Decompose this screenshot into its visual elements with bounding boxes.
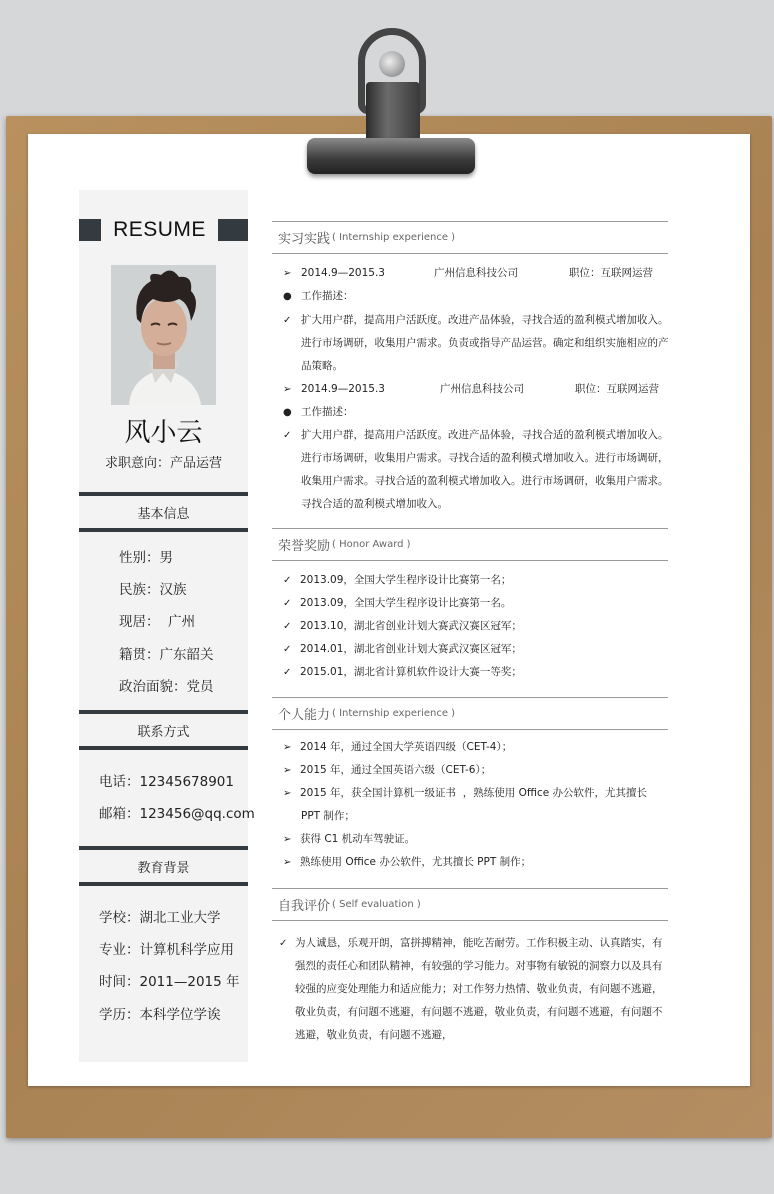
entry-1-role: 职位：互联网运营 bbox=[569, 267, 653, 279]
avatar bbox=[111, 265, 216, 405]
basic-residence: 现居： 广州 bbox=[119, 614, 196, 630]
entry-2-line-4: 寻找合适的盈利模式增加收入。 bbox=[301, 498, 448, 510]
basic-gender: 性别：男 bbox=[119, 550, 173, 566]
ability-item bbox=[283, 763, 491, 778]
entry-2-line-3: 收集用户需求。寻找合适的盈利模式增加收入。进行市场调研，收集用户需求。 bbox=[301, 475, 669, 487]
honor-item bbox=[283, 573, 511, 588]
heading-block-right bbox=[218, 219, 248, 241]
ability-title-en: ( Internship experience ) bbox=[332, 708, 456, 719]
contact-phone: 电话：12345678901 bbox=[99, 774, 234, 790]
ability-item bbox=[283, 855, 531, 870]
dot-icon: ● bbox=[283, 291, 292, 302]
internship-header bbox=[272, 221, 668, 254]
self-eval-line-1: 为人诚恳，乐观开朗，富拼搏精神，能吃苦耐劳。工作积极主动、认真踏实，有 bbox=[295, 937, 663, 949]
entry-1-company: 广州信息科技公司 bbox=[434, 267, 518, 279]
check-icon: ✓ bbox=[283, 430, 292, 441]
arrow-icon: ➢ bbox=[283, 834, 292, 845]
internship-entry-1-header bbox=[283, 266, 300, 281]
self-eval-row bbox=[279, 936, 296, 951]
ability-item-text: 2015 年，通过全国英语六级（CET-6）； bbox=[300, 764, 492, 776]
entry-2-role: 职位：互联网运营 bbox=[575, 383, 659, 395]
check-icon: ✓ bbox=[283, 644, 292, 655]
entry-1-line-2: 进行市场调研，收集用户需求。负责或指导产品运营。确定和组织实施相应的产 bbox=[301, 337, 669, 349]
self-eval-title: 自我评价 bbox=[278, 899, 331, 914]
arrow-icon: ➢ bbox=[283, 384, 292, 395]
ability-title: 个人能力 bbox=[278, 708, 331, 723]
entry-1-line-1: 扩大用户群，提高用户活跃度。改进产品体验，寻找合适的盈利模式增加收入。 bbox=[301, 314, 669, 326]
edu-degree: 学历：本科学位学诶 bbox=[99, 1007, 221, 1023]
resume-heading bbox=[79, 218, 248, 242]
basic-info-title: 基本信息 bbox=[137, 506, 190, 522]
check-icon: ✓ bbox=[283, 315, 292, 326]
ability-item-text: 2014 年，通过全国大学英语四级（CET-4）； bbox=[300, 741, 513, 753]
self-eval-header bbox=[272, 888, 668, 921]
basic-info-header bbox=[79, 492, 248, 532]
ability-item bbox=[283, 832, 415, 847]
edu-period: 时间：2011—2015 年 bbox=[99, 974, 240, 990]
honor-item bbox=[283, 596, 511, 611]
honor-item-text: 2015.01，湖北省计算机软件设计大赛一等奖； bbox=[300, 666, 522, 678]
basic-political: 政治面貌：党员 bbox=[119, 679, 214, 695]
entry-1-desc-row bbox=[283, 289, 300, 304]
arrow-icon: ➢ bbox=[283, 742, 292, 753]
arrow-icon: ➢ bbox=[283, 765, 292, 776]
internship-title: 实习实践 bbox=[278, 232, 331, 247]
entry-2-desc-label: 工作描述： bbox=[301, 406, 354, 418]
honor-header bbox=[272, 528, 668, 561]
ability-item-continuation: PPT 制作； bbox=[301, 810, 355, 822]
check-icon: ✓ bbox=[279, 938, 288, 949]
check-icon: ✓ bbox=[283, 621, 292, 632]
self-eval-line-3: 较强的应变处理能力和适应能力；对工作努力热情、敬业负责，有问题不逃避， bbox=[295, 983, 663, 995]
entry-2-date: 2014.9—2015.3 bbox=[301, 383, 385, 395]
candidate-name: 风小云 bbox=[124, 418, 203, 448]
check-icon: ✓ bbox=[283, 598, 292, 609]
arrow-icon: ➢ bbox=[283, 857, 292, 868]
job-intent: 求职意向：产品运营 bbox=[104, 456, 222, 471]
edu-school: 学校：湖北工业大学 bbox=[99, 910, 221, 926]
ability-item-text: 熟练使用 Office 办公软件，尤其擅长 PPT 制作； bbox=[300, 856, 532, 868]
arrow-icon: ➢ bbox=[283, 788, 292, 799]
honor-item bbox=[283, 665, 522, 680]
education-header bbox=[79, 846, 248, 886]
entry-1-date: 2014.9—2015.3 bbox=[301, 267, 385, 279]
entry-1-line-row bbox=[283, 313, 300, 328]
honor-item-text: 2013.09，全国大学生程序设计比赛第一名。 bbox=[300, 597, 512, 609]
honor-item bbox=[283, 619, 522, 634]
ability-item bbox=[283, 740, 512, 755]
honor-title-en: ( Honor Award ) bbox=[332, 539, 411, 550]
entry-1-line-3: 品策略。 bbox=[301, 360, 343, 372]
ability-item-text: 获得 C1 机动车驾驶证。 bbox=[300, 833, 416, 845]
ability-item bbox=[283, 786, 647, 801]
entry-2-line-2: 进行市场调研，收集用户需求。寻找合适的盈利模式增加收入。进行市场调研， bbox=[301, 452, 669, 464]
entry-2-line-1: 扩大用户群，提高用户活跃度。改进产品体验，寻找合适的盈利模式增加收入。 bbox=[301, 429, 669, 441]
edu-major: 专业：计算机科学应用 bbox=[99, 942, 234, 958]
honor-item-text: 2014.01，湖北省创业计划大赛武汉赛区冠军； bbox=[300, 643, 522, 655]
self-eval-line-2: 强烈的责任心和团队精神，有较强的学习能力。对事物有敏锐的洞察力以及具有 bbox=[295, 960, 663, 972]
internship-title-en: ( Internship experience ) bbox=[332, 232, 456, 243]
dot-icon: ● bbox=[283, 407, 292, 418]
honor-title: 荣誉奖励 bbox=[278, 539, 331, 554]
contact-title: 联系方式 bbox=[137, 724, 190, 740]
entry-2-desc-row bbox=[283, 405, 300, 420]
honor-item bbox=[283, 642, 522, 657]
entry-2-line-row bbox=[283, 428, 300, 443]
heading-block-left bbox=[79, 219, 101, 241]
ability-item-text: 2015 年，获全国计算机一级证书 ，熟练使用 Office 办公软件，尤其擅长 bbox=[300, 787, 648, 799]
ability-header bbox=[272, 697, 668, 730]
arrow-icon: ➢ bbox=[283, 268, 292, 279]
entry-1-desc-label: 工作描述： bbox=[301, 290, 354, 302]
self-eval-line-5: 逃避，敬业负责，有问题不逃避， bbox=[295, 1029, 453, 1041]
binder-clip-base bbox=[307, 138, 475, 174]
education-title: 教育背景 bbox=[137, 860, 190, 876]
contact-header bbox=[79, 710, 248, 750]
honor-item-text: 2013.10，湖北省创业计划大赛武汉赛区冠军； bbox=[300, 620, 522, 632]
entry-2-company: 广州信息科技公司 bbox=[440, 383, 524, 395]
binder-clip-body bbox=[366, 82, 420, 144]
self-eval-line-4: 敬业负责，有问题不逃避，有问题不逃避，敬业负责，有问题不逃避，有问题不 bbox=[295, 1006, 663, 1018]
self-eval-title-en: ( Self evaluation ) bbox=[332, 899, 421, 910]
check-icon: ✓ bbox=[283, 575, 292, 586]
basic-ethnicity: 民族：汉族 bbox=[119, 582, 187, 598]
internship-entry-2-header bbox=[283, 382, 300, 397]
resume-heading-text: RESUME bbox=[113, 218, 206, 241]
basic-hometown: 籍贯：广东韶关 bbox=[119, 647, 214, 663]
check-icon: ✓ bbox=[283, 667, 292, 678]
honor-item-text: 2013.09，全国大学生程序设计比赛第一名； bbox=[300, 574, 512, 586]
contact-email: 邮箱：123456@qq.com bbox=[99, 806, 255, 822]
